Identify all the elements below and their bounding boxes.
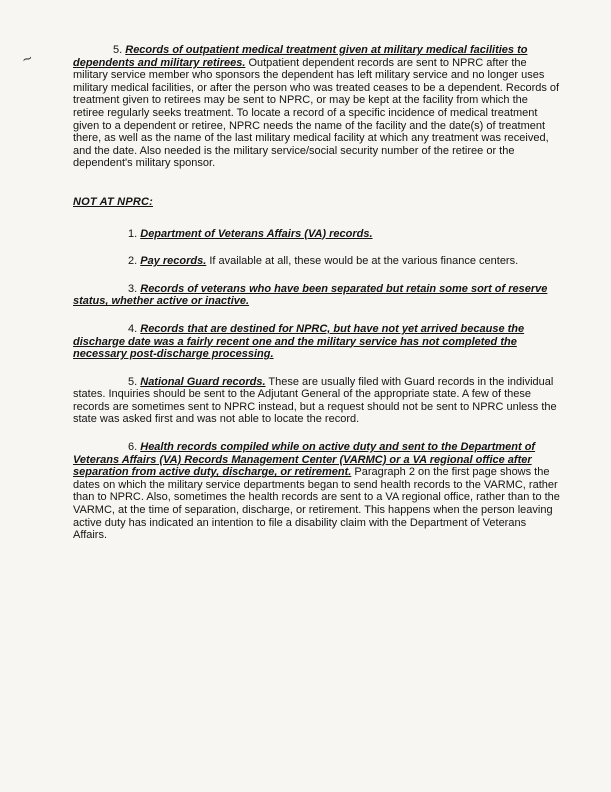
- item-number: 1.: [128, 227, 138, 240]
- list-item-va-records: [73, 228, 562, 241]
- list-item-health-records-varmc: [73, 441, 562, 542]
- paragraph-outpatient-records: [73, 44, 562, 170]
- item-number: 4.: [128, 322, 138, 335]
- item-title: National Guard records.: [140, 375, 266, 388]
- item-number: 3.: [128, 282, 138, 295]
- item-body: Outpatient dependent records are sent to NPRC after the military service member who sponsors the dependent has left military service and no longer uses military medical facilities, or after the person who was treated ceases to be a dependent. Records of treatment given to retirees may be sent to NPRC, or may be kept at the facility from which the retiree regularly seeks treatment. To locate a record of a specific incidence of medical treatment given to a dependent or retiree, NPRC needs the name of the facility and the date(s) of treatment there, as well as the name of the last military medical facility at which any treatment was received, and the date. Also needed is the military service/social security number of the retiree or the dependent's military sponsor.: [73, 56, 560, 170]
- item-title: Records of outpatient medical treatment given at military medical facilities to dependents and military retirees.: [73, 44, 528, 69]
- list-item-destined-records: [73, 323, 562, 361]
- item-number: 6.: [128, 441, 138, 454]
- item-title: Records that are destined for NPRC, but have not yet arrived because the discharge date was a fairly recent one and the military service has not completed the necessary post-discharge processing.: [73, 322, 525, 361]
- item-number: 5.: [113, 44, 123, 56]
- document-content: [73, 44, 562, 542]
- item-number: 2.: [128, 255, 138, 268]
- item-number: 5.: [128, 375, 138, 388]
- item-title: Records of veterans who have been separated but retain some sort of reserve status, whether active or inactive.: [73, 282, 548, 308]
- item-title: Health records compiled while on active duty and sent to the Department of Veterans Affairs (VA) Records Management Center (VARMC) or a VA regional office after separation from active duty, discharge, or retirement.: [73, 441, 536, 479]
- item-body: If available at all, these would be at the various finance centers.: [209, 255, 519, 268]
- item-body: Paragraph 2 on the first page shows the dates on which the military service departments began to send health records to the VARMC, rather than to NPRC. Also, sometimes the health records are sent to a VA regional office, rather than to the VARMC, at the time of separation, discharge, or retirement. This happens when the person leaving active duty has indicated an intention to file a disability claim with the Department of Veterans Affairs.: [73, 466, 560, 542]
- item-title: Department of Veterans Affairs (VA) records.: [140, 227, 373, 240]
- list-item-reserve-status-records: [73, 283, 562, 308]
- list-item-national-guard-records: [73, 376, 562, 426]
- item-body: These are usually filed with Guard records in the individual states. Inquiries should be sent to the Adjutant General of the appropriate state. A few of these records are sometimes sent to NPRC instead, but a request should not be sent to NPRC unless the state was asked first and was not able to locate the record.: [73, 375, 557, 426]
- section-heading-not-at-nprc: NOT AT NPRC:: [73, 195, 154, 208]
- list-item-pay-records: [73, 255, 562, 268]
- scan-artifact-mark: ~: [19, 50, 35, 69]
- item-title: Pay records.: [140, 255, 207, 268]
